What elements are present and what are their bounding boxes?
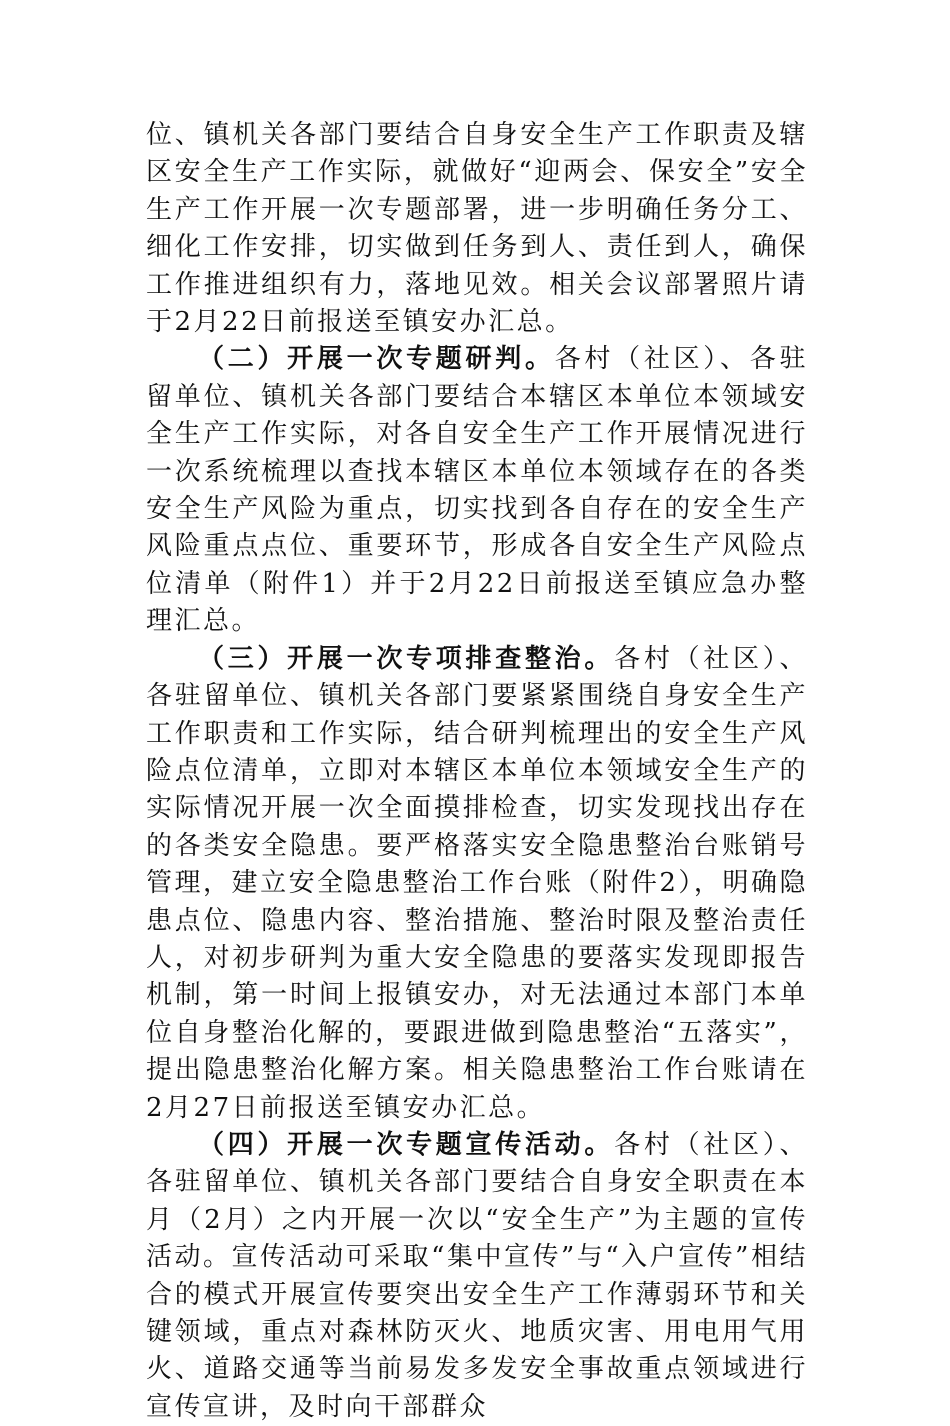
- section-heading: （二）开展一次专题研判。: [198, 344, 555, 375]
- paragraph-section-3: [146, 641, 808, 1127]
- paragraph-continued: [146, 117, 808, 341]
- paragraph-section-4: [146, 1127, 808, 1426]
- section-heading: （三）开展一次专项排查整治。: [198, 643, 615, 674]
- section-heading: （四）开展一次专题宣传活动。: [198, 1129, 615, 1160]
- paragraph-body: 各村（社区）、各驻留单位、镇机关各部门要结合自身安全职责在本月（2月）之内开展一次以“安全生产”为主题的宣传活动。宣传活动可采取“集中宣传”与“入户宣传”相结合的模式开展宣传要突出安全生产工作薄弱环节和关键领域，重点对森林防灭火、地质灾害、用电用气用火、道路交通等当前易发多发安全事故重点领域进行宣传宣讲，及时向干部群众: [146, 1129, 808, 1422]
- document-body: [146, 117, 808, 1426]
- paragraph-section-2: [146, 341, 808, 640]
- paragraph-body: 各村（社区）、各驻留单位、镇机关各部门要紧紧围绕自身安全生产工作职责和工作实际，结合研判梳理出的安全生产风险点位清单，立即对本辖区本单位本领域安全生产的实际情况开展一次全面摸排检查，切实发现找出存在的各类安全隐患。要严格落实安全隐患整治台账销号管理，建立安全隐患整治工作台账（附件2），明确隐患点位、隐患内容、整治措施、整治时限及整治责任人，对初步研判为重大安全隐患的要落实发现即报告机制，第一时间上报镇安办，对无法通过本部门本单位自身整治化解的，要跟进做到隐患整治“五落实”，提出隐患整治化解方案。相关隐患整治工作台账请在2月27日前报送至镇安办汇总。: [146, 643, 808, 1123]
- paragraph-body: 各村（社区）、各驻留单位、镇机关各部门要结合本辖区本单位本领域安全生产工作实际，对各自安全生产工作开展情况进行一次系统梳理以查找本辖区本单位本领域存在的各类安全生产风险为重点，切实找到各自存在的安全生产风险重点点位、重要环节，形成各自安全生产风险点位清单（附件1）并于2月22日前报送至镇应急办整理汇总。: [146, 344, 808, 637]
- paragraph-body: 位、镇机关各部门要结合自身安全生产工作职责及辖区安全生产工作实际，就做好“迎两会、保安全”安全生产工作开展一次专题部署，进一步明确任务分工、细化工作安排，切实做到任务到人、责任到人，确保工作推进组织有力，落地见效。相关会议部署照片请于2月22日前报送至镇安办汇总。: [146, 120, 808, 338]
